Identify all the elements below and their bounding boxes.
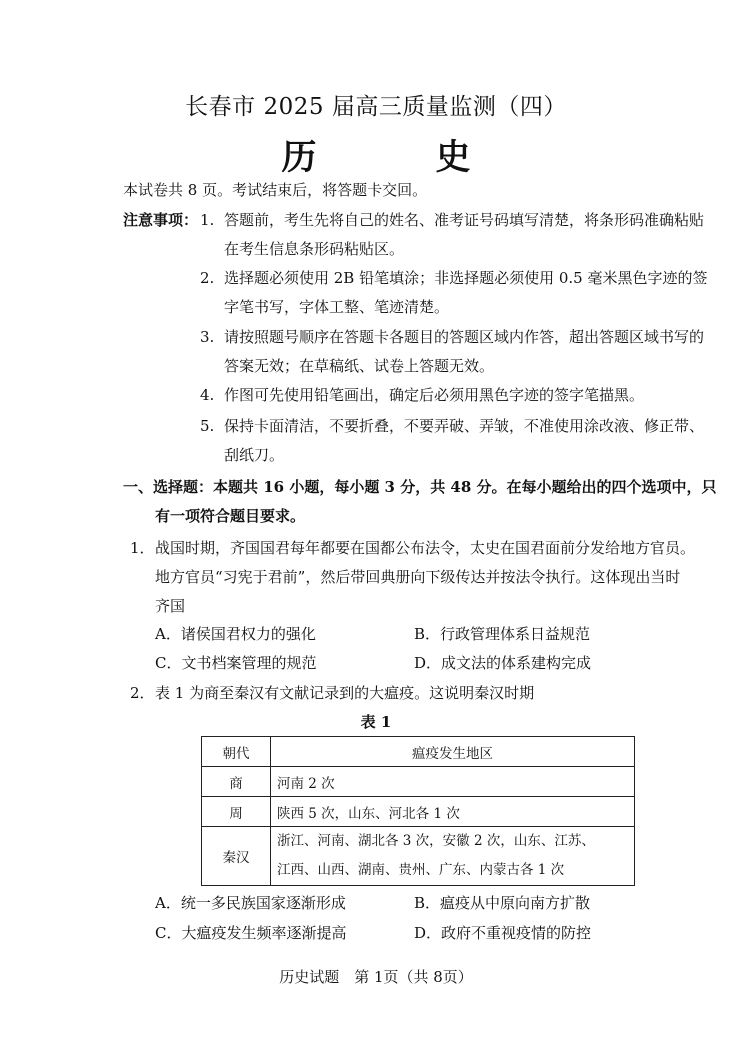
question-2-option-a: A．统一多民族国家逐渐形成 bbox=[155, 894, 346, 912]
question-2-option-b: B．瘟疫从中原向南方扩散 bbox=[414, 894, 591, 912]
table-row bbox=[202, 827, 635, 886]
notes-label: 注意事项： bbox=[123, 211, 199, 229]
note-1-number: 1. bbox=[200, 211, 215, 229]
exam-title: 长春市 2025 届高三质量监测（四） bbox=[185, 94, 567, 120]
page-footer: 历史试题 第 1页（共 8页） bbox=[279, 968, 473, 986]
question-1-line-3: 齐国 bbox=[155, 597, 186, 615]
note-1-line-2: 在考生信息条形码粘贴区。 bbox=[224, 240, 405, 258]
note-3-number: 3. bbox=[200, 328, 215, 346]
note-2-line-1: 选择题必须使用 2B 铅笔填涂；非选择题必须使用 0.5 毫米黑色字迹的签 bbox=[224, 269, 708, 287]
question-2-option-d: D．政府不重视疫情的防控 bbox=[414, 924, 592, 942]
note-4-line-1: 作图可先使用铅笔画出，确定后必须用黑色字迹的签字笔描黑。 bbox=[224, 386, 645, 404]
table-cell-dynasty: 周 bbox=[202, 797, 271, 827]
table-row bbox=[202, 767, 635, 797]
note-2-number: 2. bbox=[200, 269, 215, 287]
question-1-option-d: D．成文法的体系建构完成 bbox=[414, 654, 592, 672]
table-cell-region bbox=[271, 827, 635, 886]
note-5-number: 5. bbox=[200, 417, 215, 435]
table-cell-dynasty: 商 bbox=[202, 767, 271, 797]
note-2-line-2: 字笔书写，字体工整、笔迹清楚。 bbox=[224, 298, 450, 316]
table-row bbox=[202, 797, 635, 827]
table-header-region: 瘟疫发生地区 bbox=[271, 737, 635, 767]
note-3-line-1: 请按照题号顺序在答题卡各题目的答题区域内作答，超出答题区域书写的 bbox=[224, 328, 705, 346]
table-header-row bbox=[202, 737, 635, 767]
table-cell-region-line-1: 浙江、河南、湖北各 3 次，安徽 2 次，山东、江苏、 bbox=[277, 833, 595, 849]
note-3-line-2: 答案无效；在草稿纸、试卷上答题无效。 bbox=[224, 357, 495, 375]
section-heading-line-2: 有一项符合题目要求。 bbox=[155, 507, 306, 525]
section-heading-line-1: 一、选择题：本题共 16 小题，每小题 3 分，共 48 分。在每小题给出的四个选项中，只 bbox=[123, 478, 717, 496]
subject-title: 历 史 bbox=[281, 137, 513, 178]
note-5-line-2: 刮纸刀。 bbox=[224, 446, 285, 464]
question-2-line-1: 表 1 为商至秦汉有文献记录到的大瘟疫。这说明秦汉时期 bbox=[155, 684, 535, 702]
question-1-line-1: 战国时期，齐国国君每年都要在国都公布法令，太史在国君面前分发给地方官员。 bbox=[155, 539, 696, 557]
note-1-line-1: 答题前，考生先将自己的姓名、准考证号码填写清楚，将条形码准确粘贴 bbox=[224, 211, 705, 229]
question-1-number: 1． bbox=[130, 539, 155, 557]
question-2-number: 2． bbox=[130, 684, 155, 702]
table-cell-region: 河南 2 次 bbox=[271, 767, 635, 797]
question-1-line-2: 地方官员“习宪于君前”，然后带回典册向下级传达并按法令执行。这体现出当时 bbox=[155, 568, 681, 586]
exam-intro: 本试卷共 8 页。考试结束后，将答题卡交回。 bbox=[123, 181, 428, 199]
table-cell-region: 陕西 5 次，山东、河北各 1 次 bbox=[271, 797, 635, 827]
question-1-option-c: C．文书档案管理的规范 bbox=[155, 654, 317, 672]
question-2-option-c: C．大瘟疫发生频率逐渐提高 bbox=[155, 924, 347, 942]
question-1-option-a: A．诸侯国君权力的强化 bbox=[155, 625, 316, 643]
note-5-line-1: 保持卡面清洁，不要折叠，不要弄破、弄皱，不准使用涂改液、修正带、 bbox=[224, 417, 705, 435]
table-caption: 表 1 bbox=[360, 713, 392, 731]
epidemic-table bbox=[201, 736, 635, 886]
table-header-dynasty: 朝代 bbox=[202, 737, 271, 767]
table-cell-region-line-2: 江西、山西、湖南、贵州、广东、内蒙古各 1 次 bbox=[277, 862, 565, 878]
question-1-option-b: B．行政管理体系日益规范 bbox=[414, 625, 591, 643]
note-4-number: 4. bbox=[200, 386, 215, 404]
table-cell-dynasty: 秦汉 bbox=[202, 827, 271, 886]
